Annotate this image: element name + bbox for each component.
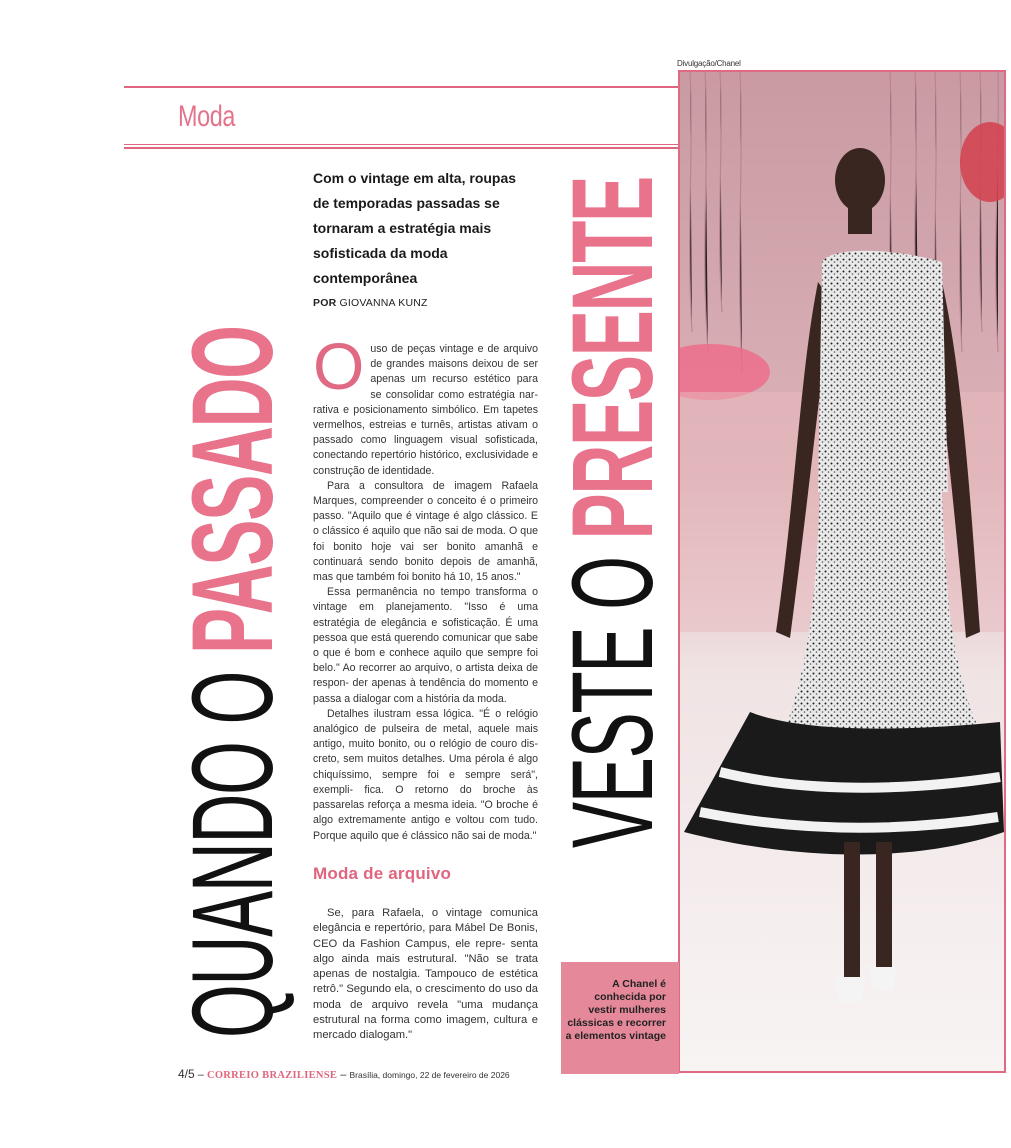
article-body-2 — [313, 906, 538, 1044]
page-footer — [178, 1067, 510, 1081]
headline-left-pink: PASSADO — [169, 326, 297, 654]
photo-credit: Divulgação/Chanel — [677, 59, 741, 68]
article-body — [313, 329, 538, 844]
photo-caption: A Chanel é conhecida por vestir mulheres clássicas e recorrer a elementos vintage — [561, 962, 679, 1074]
headline-left-black: QUANDO O — [169, 653, 297, 1038]
paragraph-4: Detalhes ilustram essa lógica. "É o relógio analógico de pulseira de metal, aquele mais antigo, muito bonito, ou o relógio de couro dis- creto, sem muitos detalhes. Uma pérola é algo chiquíssimo, sempre foi e sempre será", exempli- fica. O retorno do broche às passarelas reforça a mesma ideia. "O broche é algo extremamente antigo e voltou com tudo. Porque aquilo que é clássico não sai de moda." — [313, 707, 538, 842]
paragraph-1 — [313, 329, 538, 479]
paragraph-3: Essa permanência no tempo transforma o vintage em planejamento. "Isso é uma estratégia de elegância e sofisticação. É uma pessoa que está querendo comunicar que sabe o que é bom e conhece aquilo que sempre foi belo." Ao recorrer ao arquivo, o artista deixa de respon- der apenas à tendência do momento e passa a dialogar com a história da moda. — [313, 586, 538, 705]
paragraph-2: Para a consultora de imagem Rafaela Marques, compreender o conceito é o primeiro passo. "Aquilo que é vintage é algo clássico. E o clássico é aquilo que não sai de moda. O que foi bonito hoje vai ser bonito amanhã e continuará sendo bonito depois de amanhã, mas que também foi bonito há 10, 15 anos." — [313, 479, 538, 584]
byline — [313, 297, 428, 309]
footer-separator-2: – — [340, 1069, 347, 1081]
runway-photo — [678, 70, 1006, 1073]
paragraph-5: Se, para Rafaela, o vintage comunica elegância e repertório, para Mábel De Bonis, CEO da Fashion Campus, ele repre- senta algo ainda mais estrutural. "Não se trata apenas de nostalgia. Tampouco de estética retrô." Segundo ela, o crescimento do uso da moda de arquivo revela "uma mudança estrutural na forma como imagem, cultura e mercado dialogam." — [313, 907, 538, 1042]
paragraph-1-text: uso de peças vintage e de arquivo de grandes maisons deixou de ser apenas um recurso estético para se consolidar como estratégia nar- rativa e posicionamento simbólico. Em tapetes vermelhos, estreias e turnês, artistas ativam o passado como linguagem visual sofisticada, conectando repertório histórico, exclusividade e construção de identidade. — [313, 343, 538, 477]
headline-right-pink: PRESENTE — [549, 177, 677, 540]
newspaper-name: CORREIO BRAZILIENSE — [206, 1070, 338, 1081]
byline-author: GIOVANNA KUNZ — [339, 297, 428, 309]
dek: Com o vintage em alta, roupas de temporadas passadas se tornaram a estratégia mais sofisticada da moda contemporânea — [313, 170, 517, 286]
publication-date: Brasília, domingo, 22 de fevereiro de 2026 — [349, 1070, 510, 1080]
runway-model-illustration — [680, 72, 1004, 1071]
footer-separator-1: – — [197, 1069, 204, 1081]
headline-right — [549, 0, 677, 848]
section-label: Moda — [178, 100, 235, 133]
byline-prefix: POR — [313, 297, 337, 309]
headline-right-black: VESTE O — [549, 539, 677, 848]
headline-left — [169, 0, 297, 1038]
page-number: 4/5 — [178, 1067, 195, 1081]
dropcap: O — [313, 329, 365, 403]
subhead: Moda de arquivo — [313, 864, 452, 883]
